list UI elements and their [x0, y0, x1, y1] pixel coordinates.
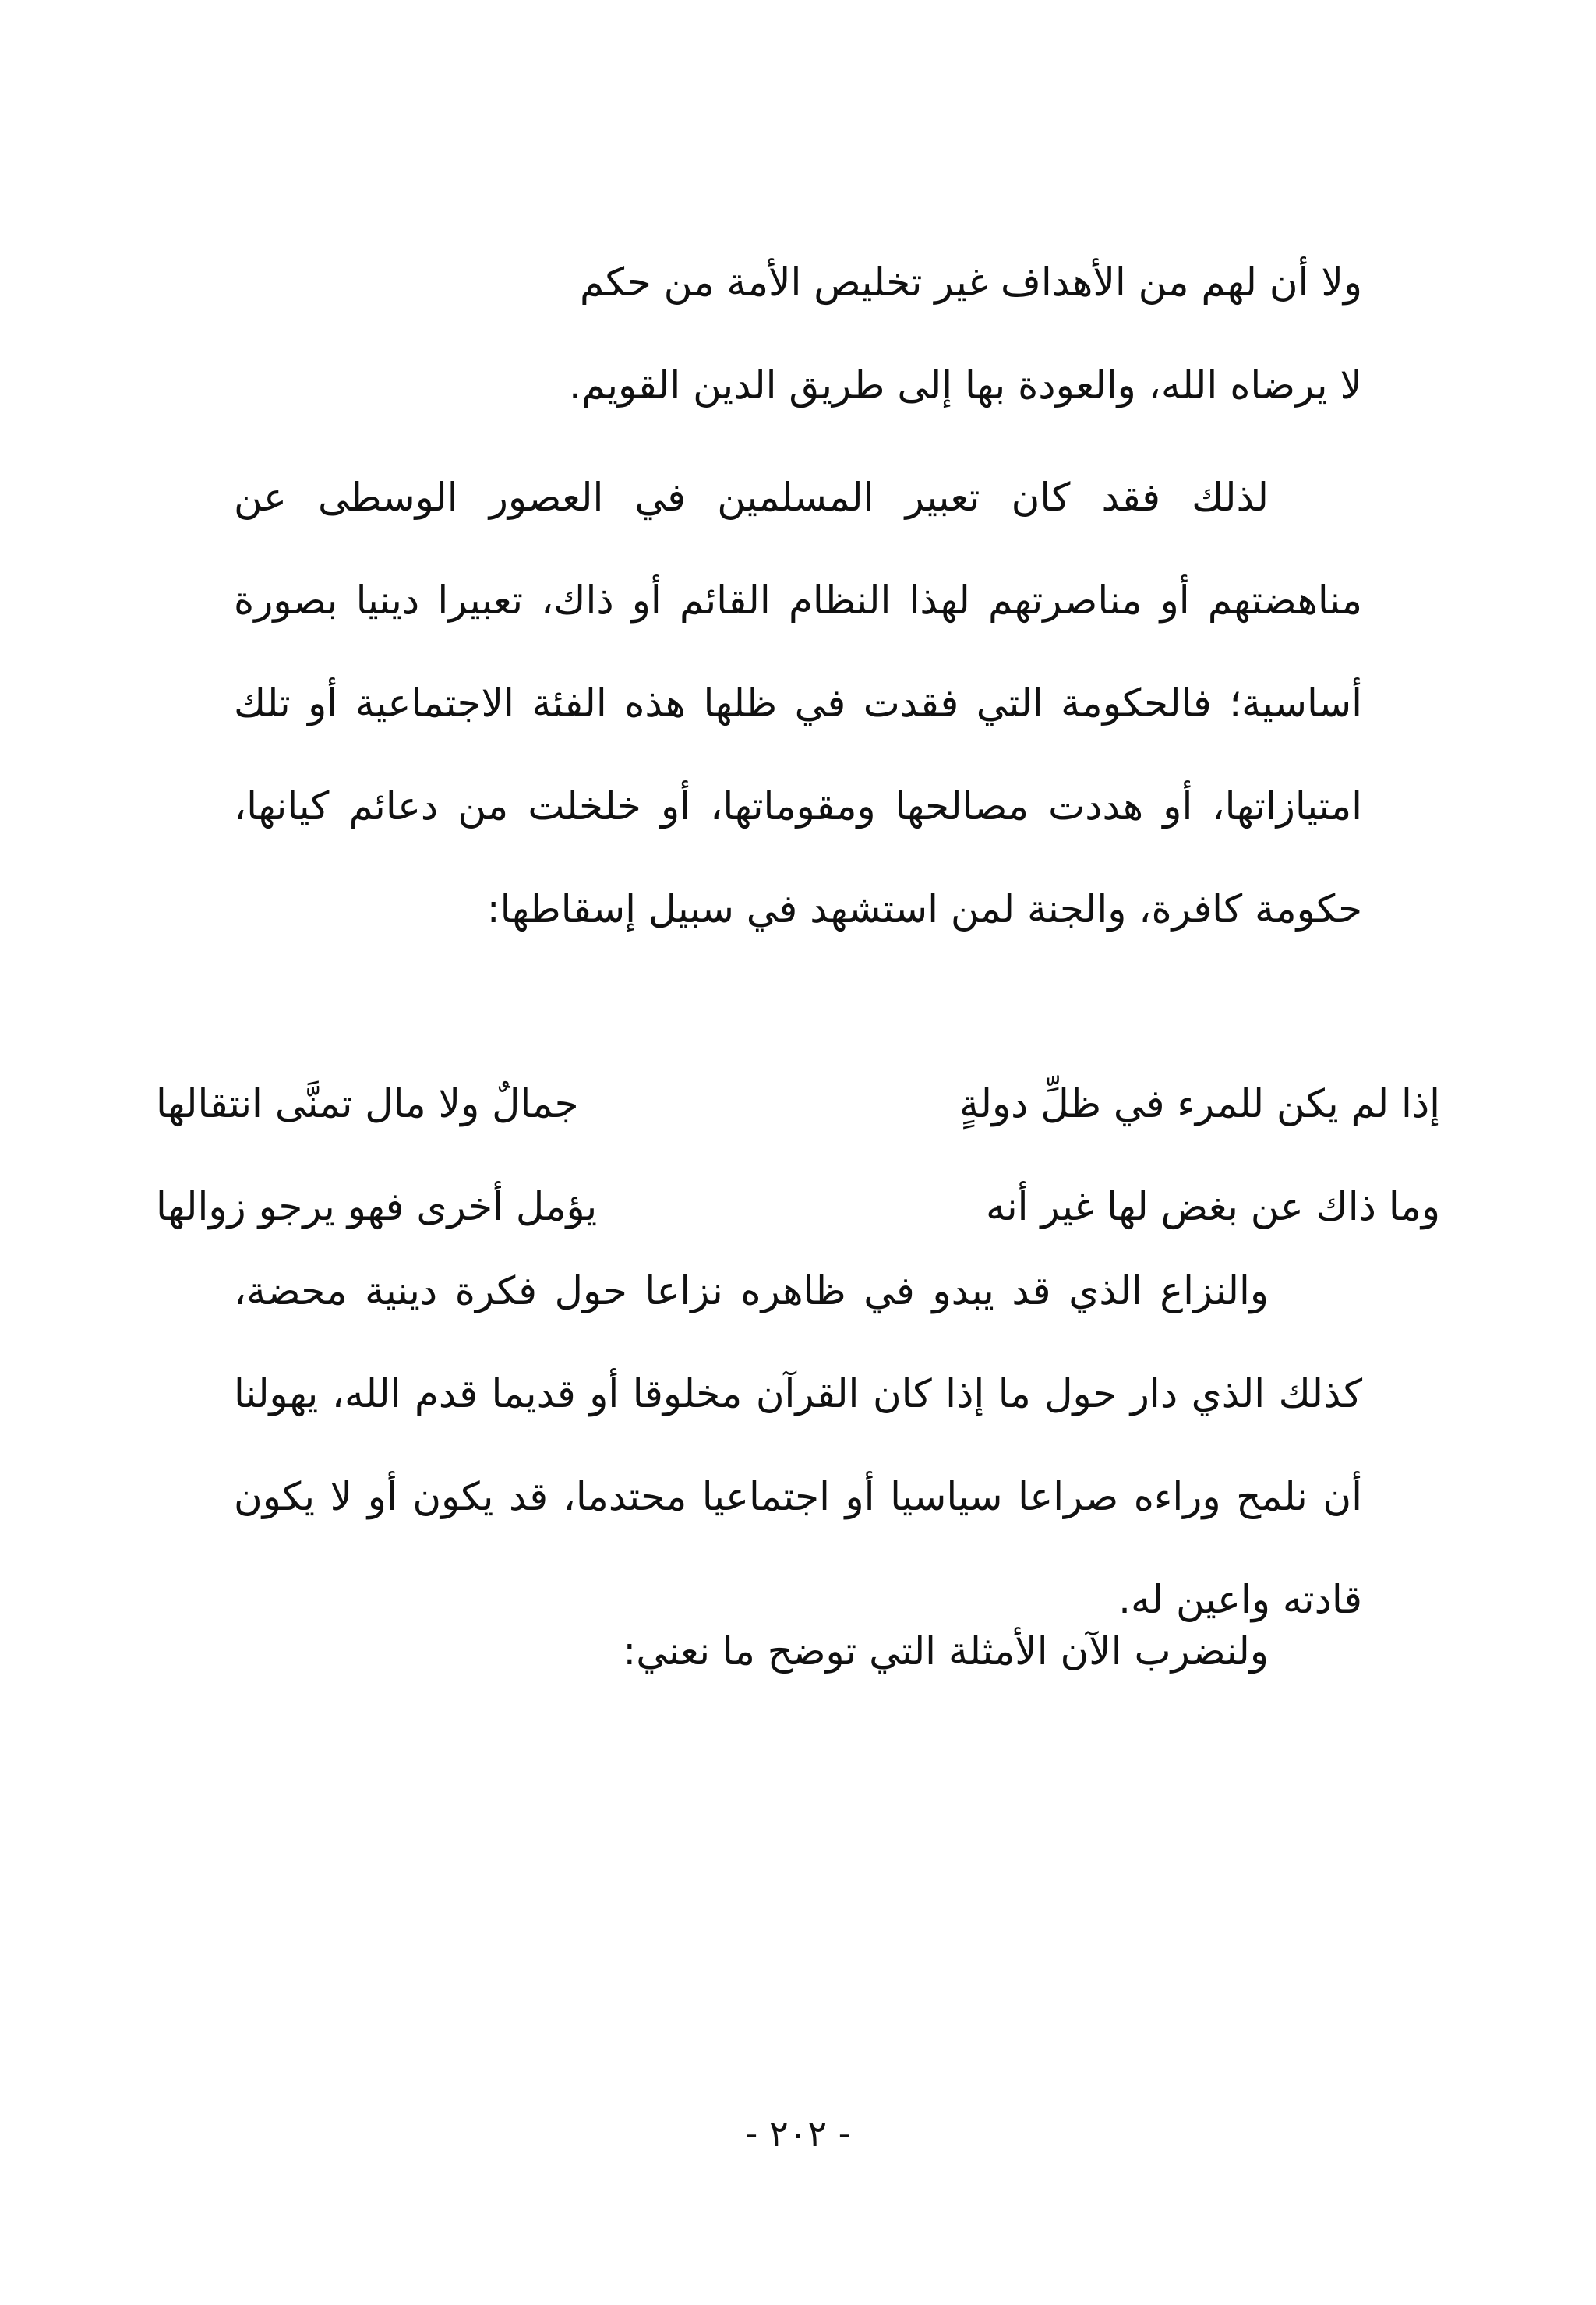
paragraph-continuation	[234, 231, 1362, 437]
verse-line	[156, 1052, 1440, 1155]
verse-first-hemistich: إذا لم يكن للمرء في ظلِّ دولةٍ	[959, 1081, 1440, 1126]
paragraph-dispute	[234, 1239, 1362, 1651]
page-number: - ٢٠٢ -	[744, 2112, 852, 2155]
paragraph-text: والنزاع الذي قد يبدو في ظاهره نزاعا حول فكرة دينية محضة، كذلك الذي دار حول ما إذا كان القرآن مخلوقا أو قديما قدم الله، يهولنا أن نلمح وراءه صراعا سياسيا أو اجتماعيا محتدما، قد يكون أو لا يكون قادته واعين له.	[234, 1268, 1362, 1622]
verse-second-hemistich: يؤمل أخرى فهو يرجو زوالها	[156, 1184, 598, 1229]
verse-first-hemistich: وما ذاك عن بغض لها غير أنه	[985, 1184, 1440, 1229]
paragraph-expression	[234, 446, 1362, 960]
paragraph-text: لذلك فقد كان تعبير المسلمين في العصور الوسطى عن مناهضتهم أو مناصرتهم لهذا النظام القائم أو ذاك، تعبيرا دينيا بصورة أساسية؛ فالحكومة التي فقدت في ظلها هذه الفئة الاجتماعية أو تلك امتيازاتها، أو هددت مصالحها ومقوماتها، أو خلخلت من دعائم كيانها، حكومة كافرة، والجنة لمن استشهد في سبيل إسقاطها:	[234, 475, 1362, 932]
paragraph-examples-intro: ولنضرب الآن الأمثلة التي توضح ما نعني:	[623, 1628, 1269, 1674]
text-line: ولا أن لهم من الأهداف غير تخليص الأمة من حكم	[579, 260, 1362, 305]
text-line: لا يرضاه الله، والعودة بها إلى طريق الدين القويم.	[568, 362, 1362, 408]
verse-second-hemistich: جمالٌ ولا مال تمنَّى انتقالها	[156, 1081, 579, 1126]
poetry-verses	[156, 1052, 1440, 1258]
